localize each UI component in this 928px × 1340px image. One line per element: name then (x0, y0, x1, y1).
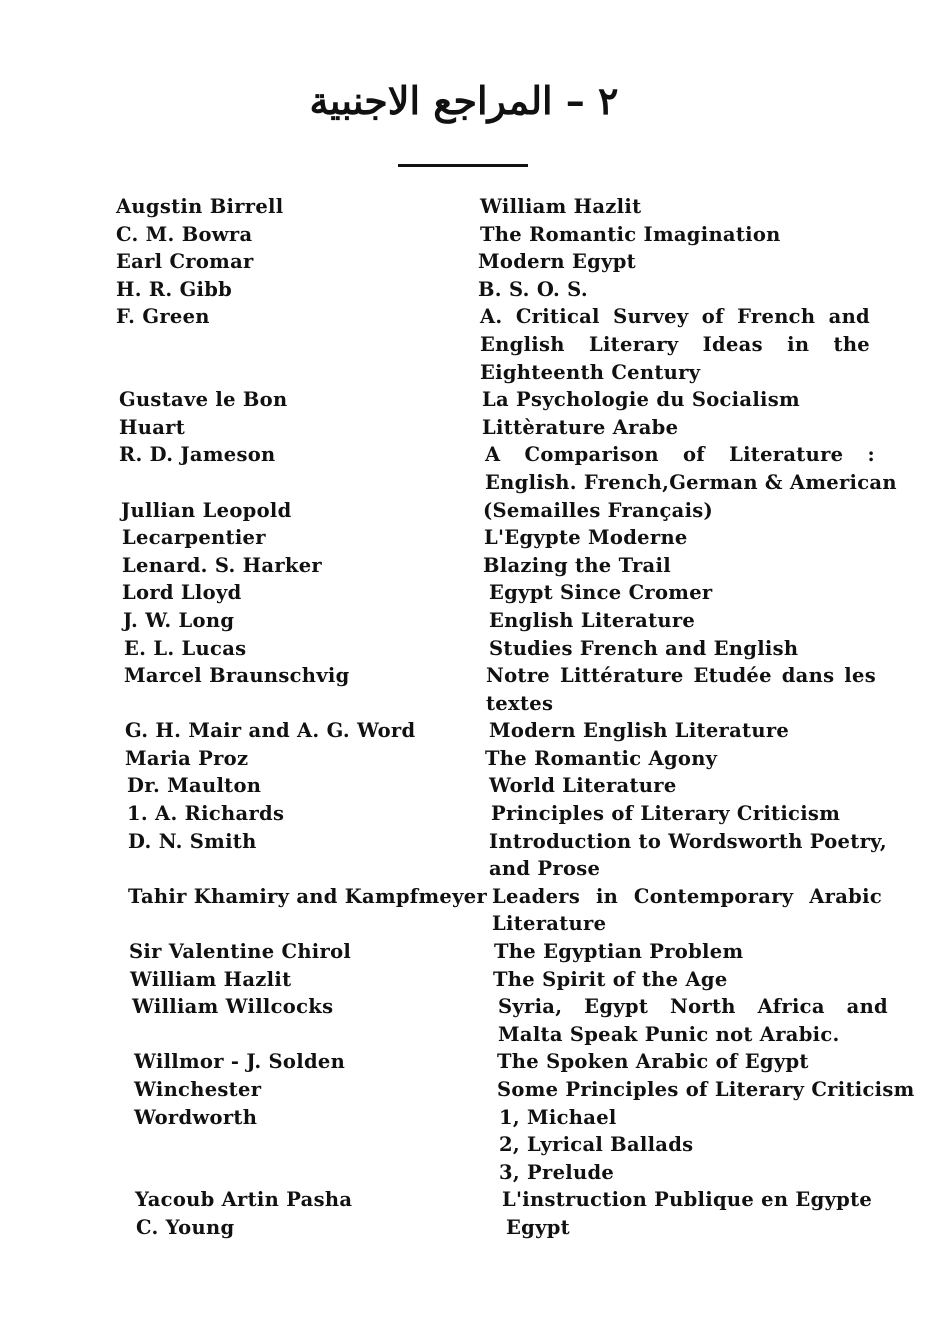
entry-author: F. Green (116, 305, 210, 329)
entry-title (506, 1214, 896, 1242)
bibliography-entry (0, 276, 928, 304)
entry-author: Dr. Maulton (127, 774, 262, 798)
bibliography-entry (0, 1214, 928, 1242)
entry-author: Earl Cromar (116, 250, 254, 274)
entry-title-line: Eighteenth Century (480, 360, 701, 384)
entry-title (483, 552, 873, 580)
entry-author: Huart (119, 415, 186, 439)
entry-author: D. N. Smith (128, 829, 257, 853)
entry-title-line: Principles of Literary Criticism (491, 802, 841, 826)
entry-author: William Hazlit (130, 967, 292, 991)
entry-title-line: textes (486, 691, 554, 715)
entry-author: E. L. Lucas (124, 636, 247, 660)
entry-title-line: Blazing the Trail (483, 553, 671, 577)
page-title: ٢ – المراجع الاجنبية (309, 78, 619, 123)
bibliography-entry (0, 938, 928, 966)
bibliography-entry (0, 993, 928, 1048)
entry-author: Gustave le Bon (119, 388, 288, 412)
bibliography-entry (0, 193, 928, 221)
bibliography-entry (0, 303, 928, 386)
entry-title (489, 717, 879, 745)
entry-title-line: The Romantic Imagination (480, 222, 781, 246)
bibliography-entry (0, 828, 928, 883)
entry-title-line: 1, Michael (499, 1105, 617, 1129)
entry-title (497, 1048, 887, 1076)
entry-title-line: and Prose (489, 857, 601, 881)
entry-title-line: Egypt Since Cromer (489, 581, 713, 605)
entry-title-line: Egypt (506, 1215, 570, 1239)
entry-title-line: (Semailles Français) (483, 498, 714, 522)
entry-author: C. M. Bowra (116, 222, 253, 246)
entry-title (502, 1186, 892, 1214)
entry-title (482, 386, 872, 414)
entry-title-line: A. Critical Survey of French and (480, 305, 870, 329)
entry-author: Tahir Khamiry and Kampfmeyer (128, 884, 488, 908)
entry-title (492, 883, 882, 938)
entry-title-line: Leaders in Contemporary Arabic (492, 884, 882, 908)
entry-title-line: B. S. O. S. (478, 277, 588, 301)
bibliography-list (0, 193, 928, 1242)
bibliography-entry (0, 966, 928, 994)
entry-author: G. H. Mair and A. G. Word (125, 719, 416, 743)
entry-title-line: The Romantic Agony (485, 746, 718, 770)
entry-author: Sir Valentine Chirol (129, 940, 352, 964)
entry-title-line: L'Egypte Moderne (484, 526, 688, 550)
entry-title-line: Introduction to Wordsworth Poetry, (489, 829, 887, 853)
entry-title-line: L'instruction Publique en Egypte (502, 1188, 873, 1212)
bibliography-entry (0, 441, 928, 496)
entry-title (489, 828, 887, 883)
entry-title (482, 414, 872, 442)
entry-author: Winchester (134, 1078, 262, 1101)
entry-title-line: Literature (492, 912, 607, 936)
entry-author: Lecarpentier (122, 526, 266, 550)
entry-title-line: English Literature (489, 608, 696, 632)
entry-title (489, 607, 879, 635)
bibliography-entry (0, 1048, 928, 1076)
entry-author: 1. A. Richards (127, 802, 285, 826)
entry-title (494, 938, 884, 966)
entry-title-line: English. French,German & American (485, 470, 897, 494)
entry-author: H. R. Gibb (116, 277, 233, 301)
entry-author: Lenard. S. Harker (122, 553, 323, 577)
entry-title-line: Modern Egypt (478, 250, 636, 274)
bibliography-entry (0, 221, 928, 249)
entry-title (480, 221, 870, 249)
entry-title (486, 662, 876, 717)
entry-title (491, 800, 881, 828)
bibliography-entry (0, 579, 928, 607)
entry-title-line: La Psychologie du Socialism (482, 388, 800, 412)
bibliography-entry (0, 552, 928, 580)
entry-author: Wordworth (134, 1105, 258, 1129)
entry-title (478, 248, 868, 276)
bibliography-entry (0, 1076, 928, 1104)
entry-author: Yacoub Artin Pasha (135, 1188, 353, 1212)
entry-title (493, 966, 883, 994)
entry-title-line: Studies French and English (489, 636, 799, 660)
entry-author: Marcel Braunschvig (124, 664, 350, 688)
title-underline (398, 164, 528, 167)
entry-title-line: Modern English Literature (489, 719, 790, 743)
bibliography-entry (0, 248, 928, 276)
bibliography-entry (0, 717, 928, 745)
entry-title-line: William Hazlit (480, 195, 642, 218)
bibliography-entry (0, 883, 928, 938)
entry-title-line: Syria, Egypt North Africa and (498, 995, 888, 1019)
entry-author: Maria Proz (125, 746, 249, 770)
bibliography-entry (0, 607, 928, 635)
entry-title (485, 441, 897, 496)
entry-title (489, 579, 879, 607)
entry-title-line: World Literature (489, 774, 677, 798)
entry-title (483, 497, 873, 525)
entry-title (484, 524, 874, 552)
entry-title (478, 276, 868, 304)
bibliography-entry (0, 1186, 928, 1214)
entry-title (480, 193, 870, 221)
bibliography-entry (0, 800, 928, 828)
bibliography-entry (0, 524, 928, 552)
bibliography-entry (0, 497, 928, 525)
bibliography-entry (0, 414, 928, 442)
entry-title-line: Littèrature Arabe (482, 415, 679, 439)
entry-title-line: The Egyptian Problem (494, 940, 744, 964)
entry-title-line: Some Principles of Literary Criticism (497, 1078, 915, 1101)
entry-title-line: A Comparison of Literature : (485, 443, 875, 467)
entry-author: C. Young (136, 1215, 235, 1239)
entry-author: William Willcocks (132, 995, 334, 1019)
entry-title (489, 772, 879, 800)
entry-title (498, 993, 888, 1048)
bibliography-entry (0, 386, 928, 414)
entry-title (485, 745, 875, 773)
bibliography-entry (0, 662, 928, 717)
entry-author: Lord Lloyd (122, 581, 242, 605)
entry-title-line: 3, Prelude (499, 1160, 615, 1184)
bibliography-entry (0, 772, 928, 800)
bibliography-entry (0, 1104, 928, 1187)
entry-title-line: English Literary Ideas in the (480, 332, 870, 356)
entry-title-line: 2, Lyrical Ballads (499, 1133, 694, 1157)
bibliography-entry (0, 745, 928, 773)
entry-author: R. D. Jameson (119, 443, 276, 467)
entry-title-line: Malta Speak Punic not Arabic. (498, 1022, 840, 1046)
entry-title (480, 303, 870, 386)
entry-title (489, 635, 879, 663)
entry-author: Willmor - J. Solden (134, 1050, 346, 1074)
entry-title-line: The Spoken Arabic of Egypt (497, 1050, 809, 1074)
entry-title (497, 1076, 915, 1104)
entry-author: J. W. Long (123, 608, 235, 632)
entry-author: Augstin Birrell (116, 195, 284, 218)
entry-title-line: The Spirit of the Age (493, 967, 728, 991)
entry-title (499, 1104, 889, 1187)
entry-title-line: Notre Littérature Etudée dans les (486, 664, 876, 688)
entry-author: Jullian Leopold (121, 498, 292, 522)
bibliography-entry (0, 635, 928, 663)
